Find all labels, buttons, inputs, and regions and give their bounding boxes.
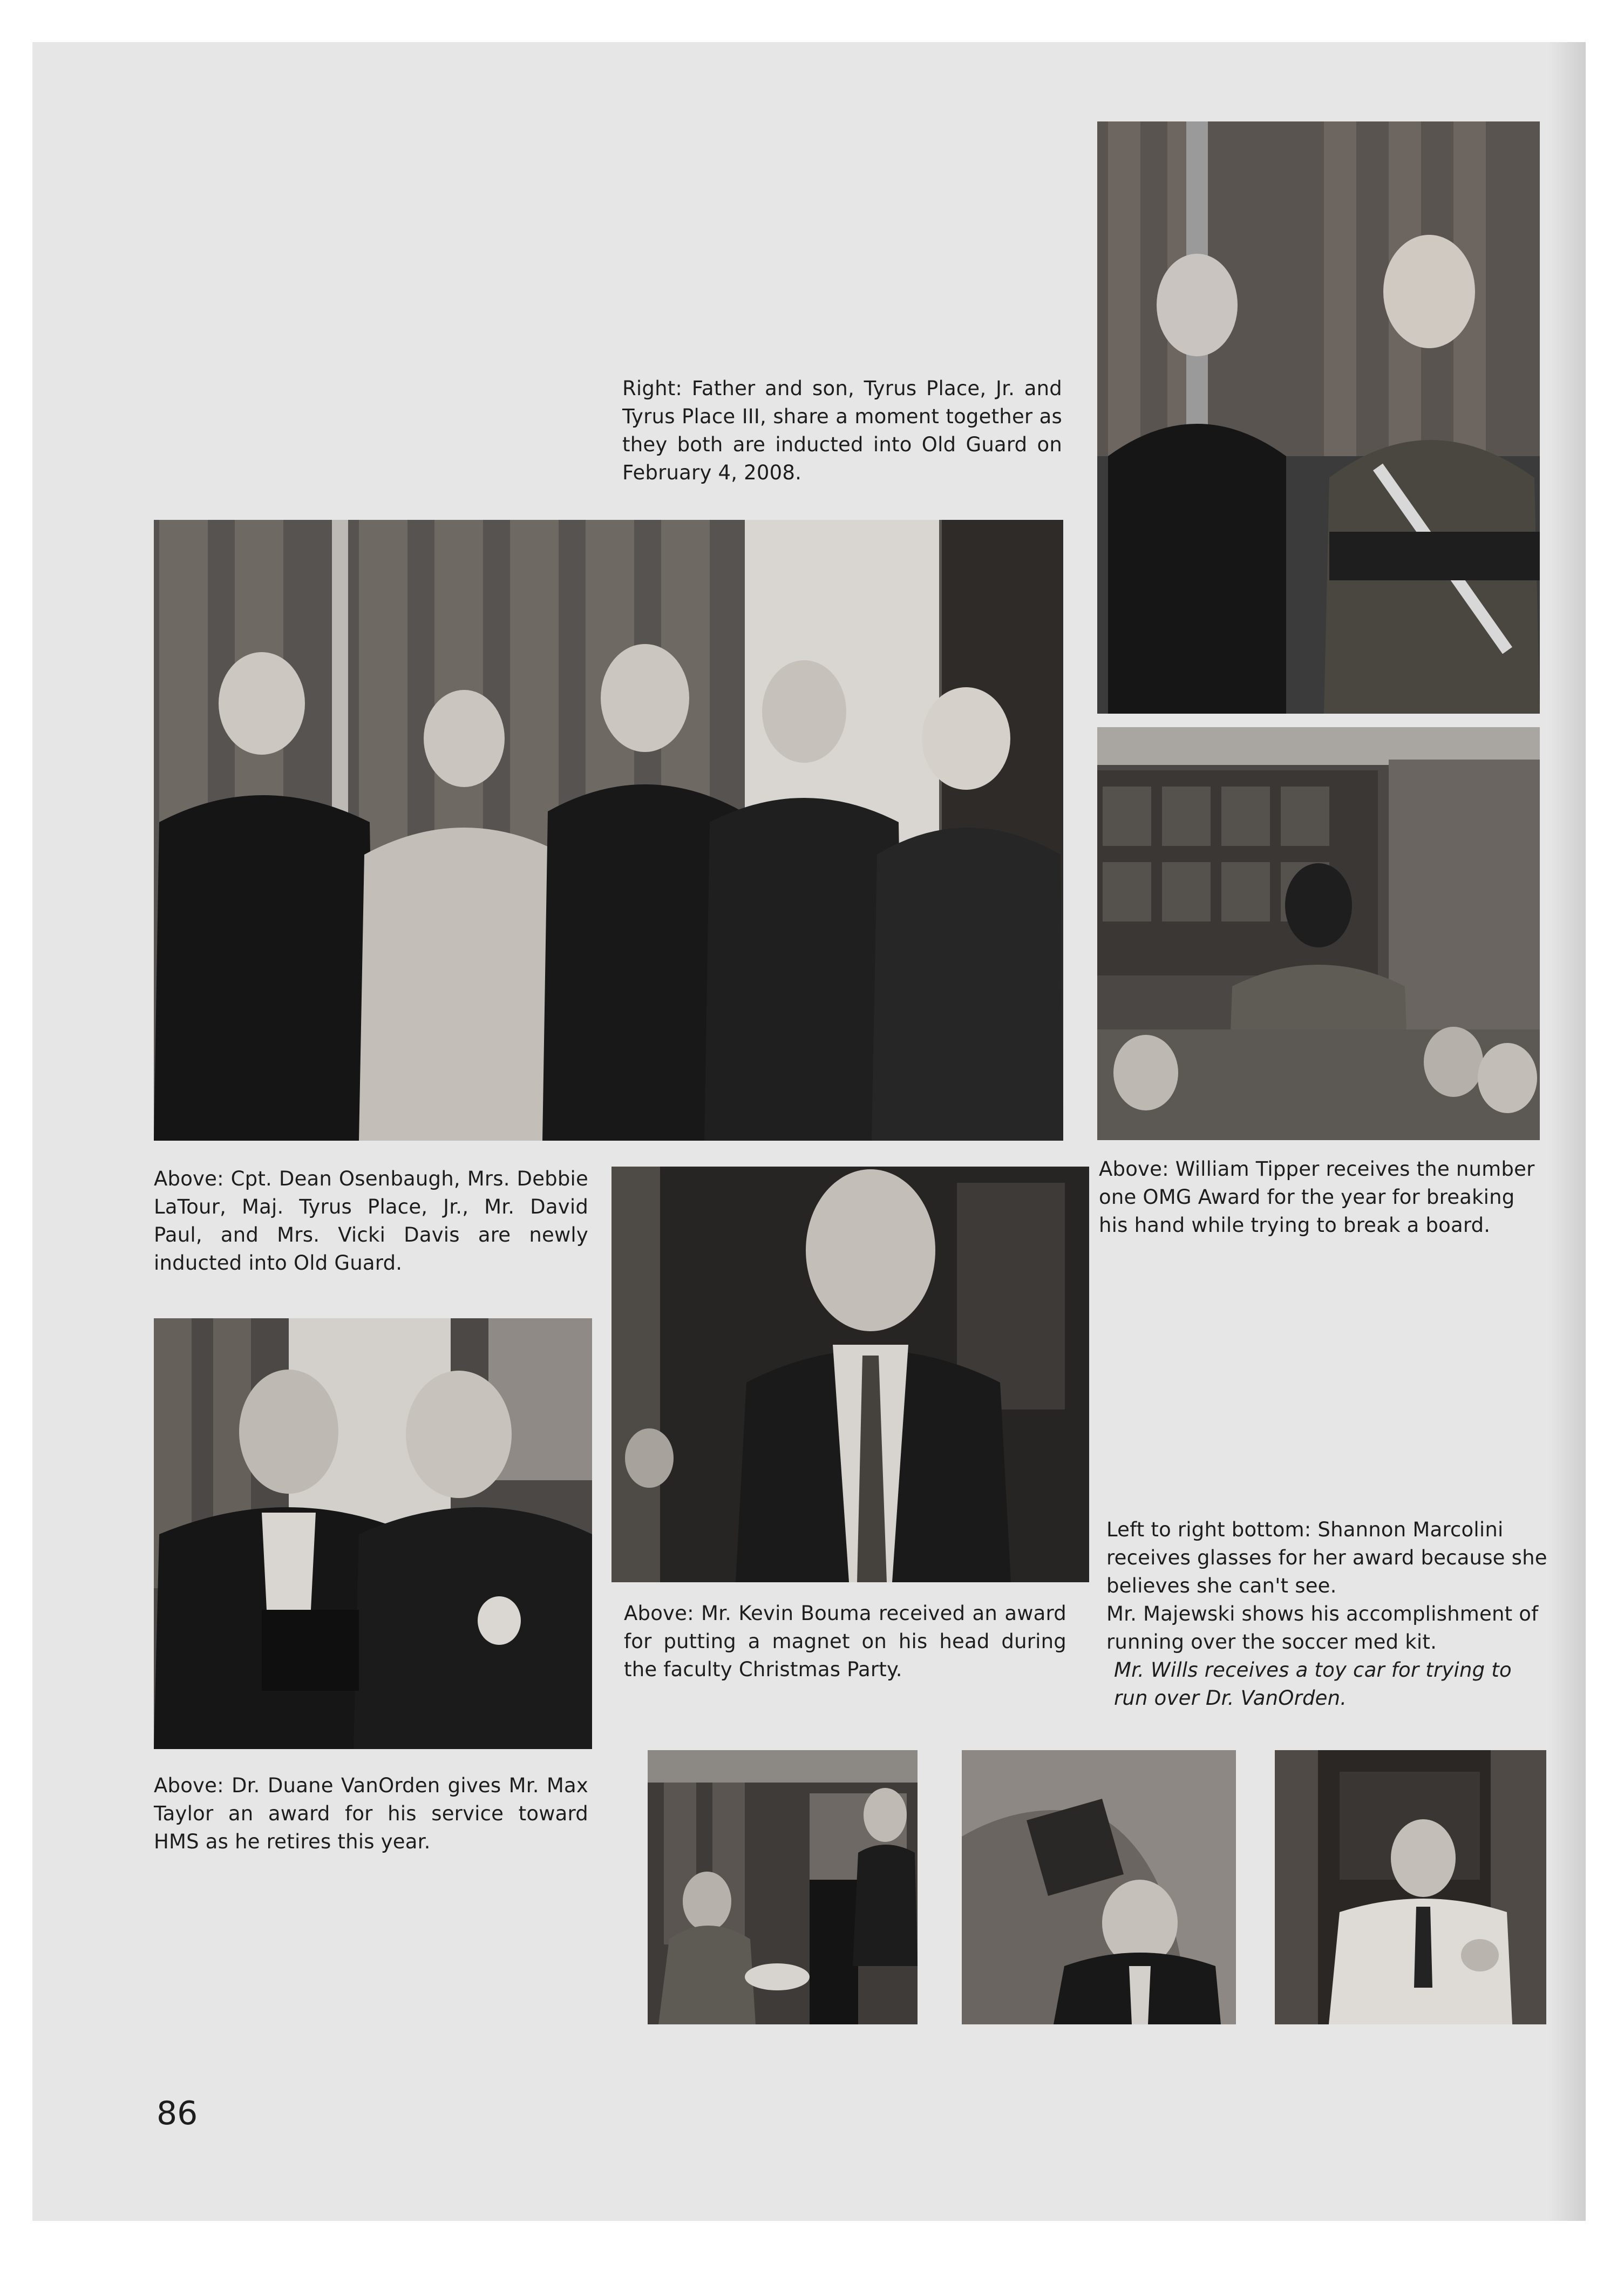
photo-william-tipper (1097, 727, 1540, 1140)
photo-father-and-son (1097, 121, 1540, 714)
caption-william-tipper: Above: William Tipper receives the number one OMG Award for the year for breaking his hand while trying to break a board. (1099, 1157, 1535, 1237)
photo-mr-majewski (962, 1750, 1236, 2024)
caption-father-and-son: Right: Father and son, Tyrus Place, Jr. and Tyrus Place III, share a moment together as they both are inducted into Old Guard on February 4, 2008. (622, 377, 1062, 484)
caption-mr-wills: Mr. Wills receives a toy car for trying to run over Dr. VanOrden. (1114, 1658, 1512, 1710)
caption-old-guard-inductees: Above: Cpt. Dean Osenbaugh, Mrs. Debbie LaTour, Maj. Tyrus Place, Jr., Mr. David Paul, and Mrs. Vicki Davis are newly inducted into Old Guard. (154, 1167, 588, 1275)
page-number: 86 (157, 2095, 198, 2132)
photo-max-taylor (154, 1318, 592, 1749)
page-edge-shadow (1548, 42, 1586, 2221)
photo-mr-wills (1275, 1750, 1546, 2024)
photo-old-guard-inductees (154, 520, 1063, 1141)
caption-kevin-bouma: Above: Mr. Kevin Bouma received an award for putting a magnet on his head during the faculty Christmas Party. (624, 1602, 1066, 1681)
caption-shannon-marcolini: Left to right bottom: Shannon Marcolini receives glasses for her award because she believes she can't see. (1106, 1518, 1547, 1597)
caption-max-taylor: Above: Dr. Duane VanOrden gives Mr. Max Taylor an award for his service toward HMS as he retires this year. (154, 1774, 588, 1853)
caption-mr-majewski: Mr. Majewski shows his accomplishment of running over the soccer med kit. (1106, 1602, 1539, 1654)
photo-kevin-bouma (611, 1167, 1089, 1582)
photo-shannon-marcolini (648, 1750, 918, 2024)
caption-bottom-row (1106, 1516, 1552, 1712)
